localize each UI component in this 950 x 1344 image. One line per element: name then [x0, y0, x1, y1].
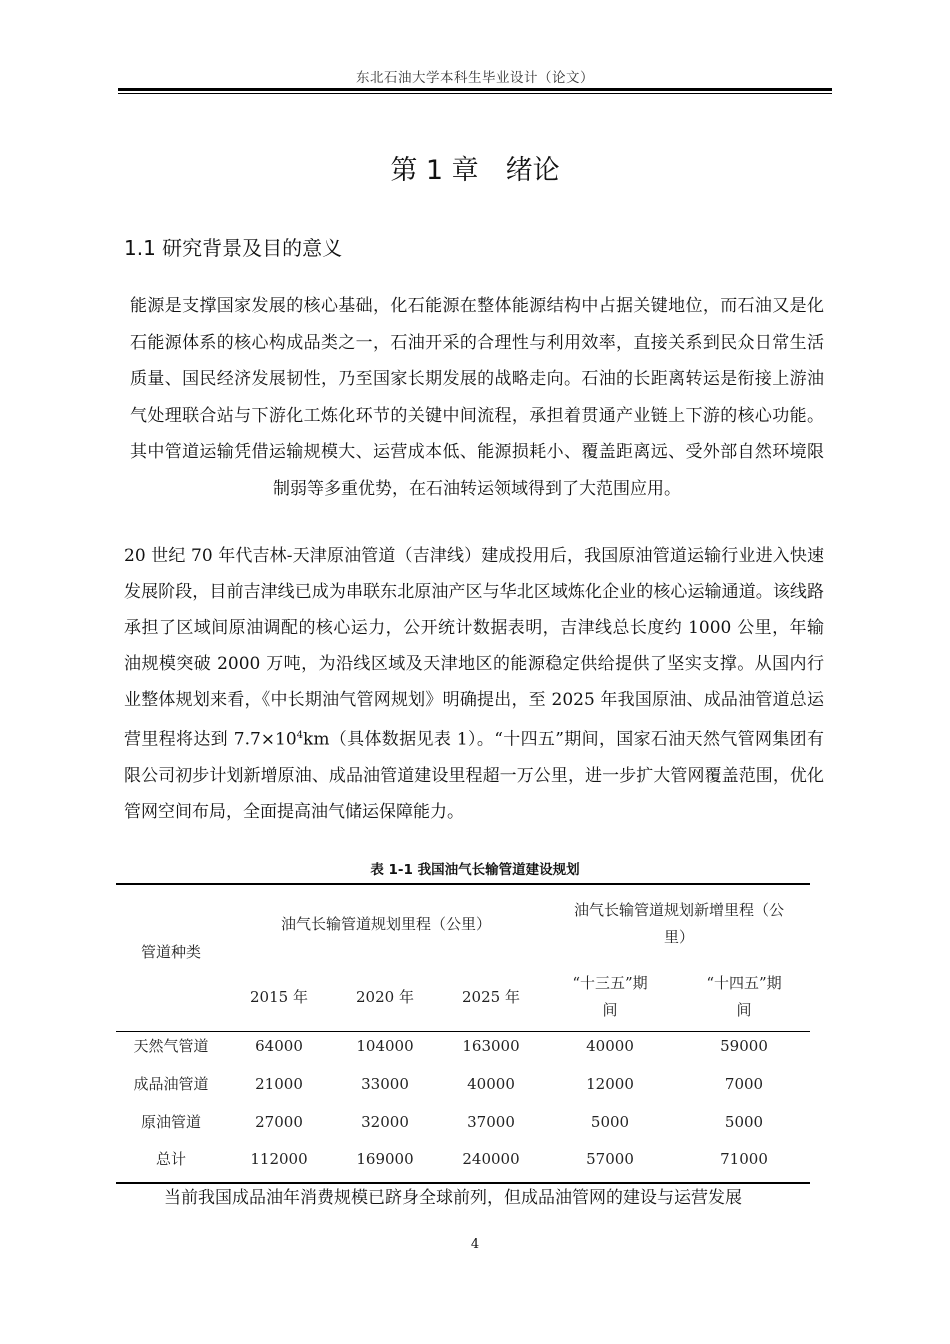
paragraph-2-text-a: 20 世纪 70 年代吉林-天津原油管道（吉津线）建成投用后，我国原油管道运输行业进入快速发展阶段，目前吉津线已成为串联东北原油产区与华北区域炼化企业的核心运输通道。该线路承担了区域间原油调配的核心运力，公开统计数据表明，吉津线总长度约 1000 公里，年输油规模突破 2000 万吨，为沿线区域及天津地区的能源稳定供给提供了坚实支撑。从国内行业整体规划来看，《中长期油气管网规划》明确提出，至 2025 年我国原油、成品油管道总运营里程将达到 7.7×10 — [124, 546, 824, 750]
paragraph-2-text-b: km（具体数据见表 1）。“十四五”期间，国家石油天然气管网集团有限公司初步计划新增原油、成品油管道建设里程超一万公里，进一步扩大管网覆盖范围，优化管网空间布局，全面提高油气储运保障能力。 — [124, 729, 824, 822]
header-rule-thin — [118, 93, 832, 94]
table-year-header: 2015 年 — [250, 988, 308, 1006]
table-period-header-line1: “十四五”期 — [706, 974, 782, 992]
running-header: 东北石油大学本科生毕业设计（论文） — [356, 70, 594, 86]
table-cell: 5000 — [724, 1113, 764, 1131]
table-cell: 112000 — [250, 1150, 308, 1168]
table-cell: 5000 — [590, 1113, 630, 1131]
paragraph-1: 能源是支撑国家发展的核心基础，化石能源在整体能源结构中占据关键地位，而石油又是化石能源体系的核心构成品类之一，石油开采的合理性与利用效率，直接关系到民众日常生活质量、国民经济发展韧性，乃至国家长期发展的战略走向。石油的长距离转运是衔接上游油气处理联合站与下游化工炼化环节的关键中间流程，承担着贯通产业链上下游的核心功能。其中管道运输凭借运输规模大、运营成本低、能源损耗小、覆盖距离远、受外部自然环境限制弱等多重优势，在石油转运领域得到了大范围应用。 — [130, 296, 824, 499]
table-cell: 12000 — [586, 1075, 634, 1093]
table-group-header-2-line2: 里） — [663, 928, 694, 946]
paragraph-2 — [124, 538, 824, 830]
table-cell: 240000 — [462, 1150, 520, 1168]
table-row-name: 原油管道 — [140, 1113, 201, 1131]
table-period-header-line2: 间 — [602, 1001, 618, 1019]
table-year-header: 2020 年 — [356, 988, 414, 1006]
table-cell: 169000 — [356, 1150, 414, 1168]
table-cell: 37000 — [467, 1113, 515, 1131]
table-cell: 59000 — [720, 1037, 768, 1055]
table-period-header — [682, 970, 806, 1024]
header-rule-thick — [118, 88, 832, 91]
table-cell: 33000 — [361, 1075, 409, 1093]
table-top-rule — [116, 883, 810, 885]
chapter-title: 第 1 章 绪论 — [390, 155, 560, 186]
table-cell: 27000 — [255, 1113, 303, 1131]
table-row-header: 管道种类 — [140, 943, 201, 961]
table-row-name: 总计 — [155, 1150, 186, 1168]
table-period-header — [548, 970, 672, 1024]
paragraph-2-superscript: 4 — [296, 730, 304, 741]
table-period-header-line1: “十三五”期 — [572, 974, 648, 992]
table-period-header-line2: 间 — [736, 1001, 752, 1019]
table-cell: 21000 — [255, 1075, 303, 1093]
table-cell: 64000 — [255, 1037, 303, 1055]
table-caption: 表 1-1 我国油气长输管道建设规划 — [370, 862, 580, 878]
table-row-name: 天然气管道 — [133, 1037, 209, 1055]
table-cell: 71000 — [720, 1150, 768, 1168]
table-cell: 40000 — [467, 1075, 515, 1093]
table-cell: 7000 — [724, 1075, 764, 1093]
table-header-rule — [116, 1031, 810, 1032]
table-cell: 57000 — [586, 1150, 634, 1168]
table-group-header-2 — [548, 897, 810, 951]
table-row-name: 成品油管道 — [133, 1075, 209, 1093]
paragraph-3-start: 当前我国成品油年消费规模已跻身全球前列，但成品油管网的建设与运营发展 — [164, 1188, 742, 1208]
page-number: 4 — [470, 1237, 480, 1252]
table-cell: 40000 — [586, 1037, 634, 1055]
table-cell: 104000 — [356, 1037, 414, 1055]
table-group-header-1: 油气长输管道规划里程（公里） — [280, 915, 491, 933]
table-group-header-2-line1: 油气长输管道规划新增里程（公 — [573, 901, 784, 919]
section-title: 1.1 研究背景及目的意义 — [124, 236, 343, 260]
table-cell: 163000 — [462, 1037, 520, 1055]
table-year-header: 2025 年 — [462, 988, 520, 1006]
table-cell: 32000 — [361, 1113, 409, 1131]
